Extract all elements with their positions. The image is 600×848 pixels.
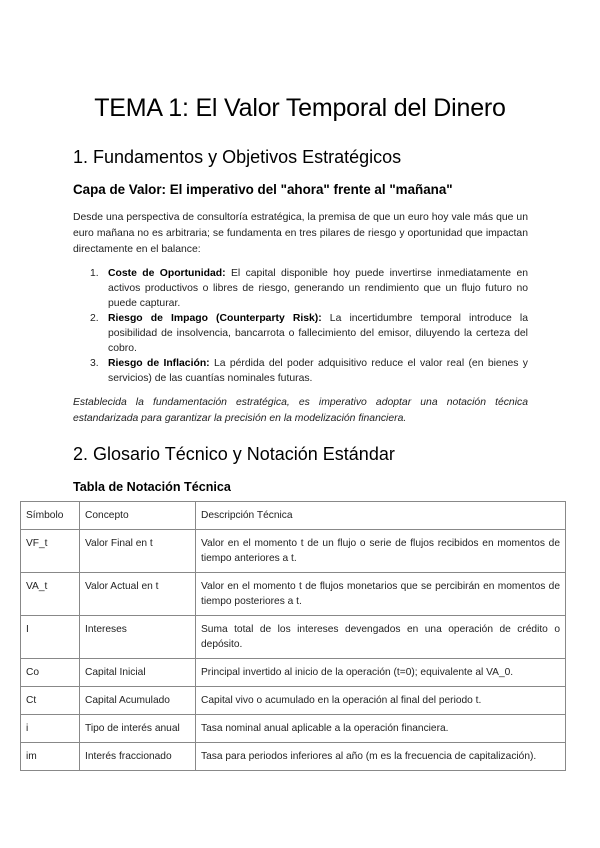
list-item [90, 266, 528, 311]
cell-symbol: I [21, 616, 80, 659]
list-item-number: 1. [90, 268, 99, 279]
table-row [21, 743, 566, 771]
section-1-closing: Establecida la fundamentación estratégica, es imperativo adoptar una notación técnica estandarizada para garantizar la precisión en la modelización financiera. [73, 397, 528, 424]
table-header-row [21, 502, 566, 530]
list-item-number: 2. [90, 313, 99, 324]
column-header-description: Descripción Técnica [196, 502, 566, 530]
cell-symbol: Co [21, 659, 80, 687]
cell-description: Tasa nominal anual aplicable a la operación financiera. [196, 715, 566, 743]
section-1-intro: Desde una perspectiva de consultoría estratégica, la premisa de que un euro hoy vale más que un euro mañana no es arbitraria; se fundamenta en tres pilares de riesgo y oportunidad que impactan directamente en el balance: [73, 212, 528, 255]
list-item [90, 356, 528, 386]
cell-description: Valor en el momento t de flujos monetarios que se percibirán en momentos de tiempo posteriores a t. [196, 573, 566, 616]
cell-concept: Valor Actual en t [80, 573, 196, 616]
list-item [90, 311, 528, 356]
column-header-symbol: Símbolo [21, 502, 80, 530]
cell-description: Valor en el momento t de un flujo o serie de flujos recibidos en momentos de tiempo anteriores a t. [196, 530, 566, 573]
table-row [21, 616, 566, 659]
notation-table [20, 501, 566, 771]
list-item-text: La pérdida del poder adquisitivo reduce el valor real (en bienes y servicios) de las cuantías nominales futuras. [108, 358, 528, 384]
table-caption: Tabla de Notación Técnica [73, 480, 231, 494]
cell-concept: Valor Final en t [80, 530, 196, 573]
cell-symbol: VA_t [21, 573, 80, 616]
table-row [21, 659, 566, 687]
table-row [21, 687, 566, 715]
cell-concept: Intereses [80, 616, 196, 659]
section-1-heading: 1. Fundamentos y Objetivos Estratégicos [73, 147, 402, 167]
cell-symbol: Ct [21, 687, 80, 715]
table-row [21, 530, 566, 573]
list-item-term: Coste de Oportunidad: [108, 268, 226, 279]
pillars-list [90, 266, 528, 386]
cell-description: Suma total de los intereses devengados en una operación de crédito o depósito. [196, 616, 566, 659]
section-1-subheading: Capa de Valor: El imperativo del "ahora" frente al "mañana" [73, 182, 453, 197]
list-item-text: El capital disponible hoy puede invertirse inmediatamente en activos productivos o libres de riesgo, generando un rendimiento que un flujo futuro no puede capturar. [108, 268, 528, 309]
cell-concept: Capital Acumulado [80, 687, 196, 715]
list-item-number: 3. [90, 358, 99, 369]
table-row [21, 715, 566, 743]
cell-description: Principal invertido al inicio de la operación (t=0); equivalente al VA_0. [196, 659, 566, 687]
cell-symbol: im [21, 743, 80, 771]
list-item-term: Riesgo de Inflación: [108, 358, 210, 369]
cell-description: Capital vivo o acumulado en la operación al final del periodo t. [196, 687, 566, 715]
section-2-heading: 2. Glosario Técnico y Notación Estándar [73, 444, 395, 464]
cell-concept: Interés fraccionado [80, 743, 196, 771]
list-item-term: Riesgo de Impago (Counterparty Risk): [108, 313, 322, 324]
cell-concept: Capital Inicial [80, 659, 196, 687]
cell-symbol: VF_t [21, 530, 80, 573]
list-item-text: La incertidumbre temporal introduce la posibilidad de insolvencia, bancarrota o fallecimiento del emisor, diluyendo la certeza del cobro. [108, 313, 528, 354]
cell-concept: Tipo de interés anual [80, 715, 196, 743]
cell-description: Tasa para periodos inferiores al año (m es la frecuencia de capitalización). [196, 743, 566, 771]
page-title: TEMA 1: El Valor Temporal del Dinero [94, 94, 506, 122]
table-row [21, 573, 566, 616]
column-header-concept: Concepto [80, 502, 196, 530]
cell-symbol: i [21, 715, 80, 743]
